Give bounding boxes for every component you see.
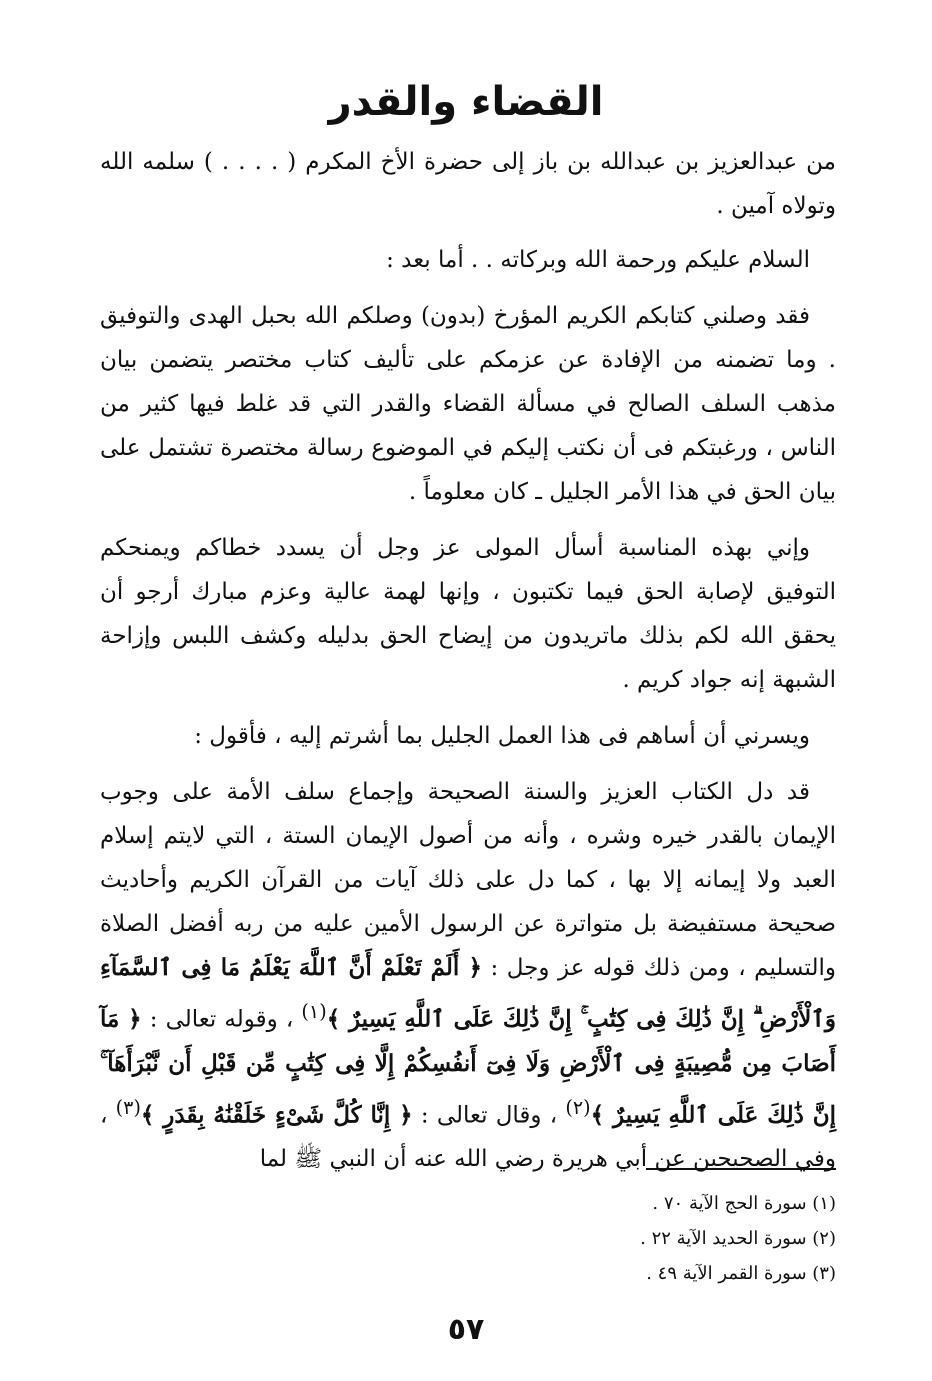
- quran-verse-qamar: ﴿ إِنَّا كُلَّ شَىْءٍ خَلَقْنَٰهُ بِقَدَرٍ ﴾: [140, 1101, 413, 1129]
- footnote-ref-3: (٣): [115, 1095, 141, 1119]
- footnote-item: (١) سورة الحج الآية ٧٠ .: [652, 1193, 836, 1214]
- page-title: القضاء والقدر: [328, 79, 604, 125]
- footnote-separator: [646, 1168, 836, 1170]
- paragraph-prayer: وإني بهذه المناسبة أسأل المولى عز وجل أن يسدد خطاكم ويمنحكم التوفيق لإصابة الحق فيما تكتبون ، وإنها لهمة عالية وعزم مبارك أرجو أن يحقق الله لكم بذلك ماتريدون من إيضاح الحق بدليله وكشف اللبس وإزاحة الشبهة إنه جواد كريم .: [100, 535, 836, 693]
- main-text: [100, 140, 836, 1193]
- page-number: ٥٧: [447, 1312, 485, 1347]
- quran-verse-hajj: ﴿ أَلَمْ تَعْلَمْ أَنَّ ٱللَّهَ يَعْلَمُ مَا فِى ٱلسَّمَآءِ وَٱلْأَرْضِ ۗ إِنَّ ذَٰلِكَ فِى كِتَٰبٍ ۚ إِنَّ ذَٰلِكَ عَلَى ٱللَّهِ يَسِيرٌ ﴾: [100, 954, 837, 1033]
- connector-text-2: ، وقال تعالى :: [420, 1102, 558, 1129]
- evidence-intro: قد دل الكتاب العزيز والسنة الصحيحة وإجماع سلف الأمة على وجوب الإيمان بالقدر خيره وشره ، وأنه من أصول الإيمان الستة ، التي لايتم إسلام العبد ولا إيمانه إلا بها ، كما دل على ذلك آيات من القرآن الكريم وأحاديث صحيحة مستفيضة بل متواترة عن الرسول الأمين عليه من ربه أفضل الصلاة والتسليم ، ومن ذلك قوله عز وجل :: [100, 779, 836, 981]
- greeting: السلام عليكم ورحمة الله وبركاته . . أما بعد :: [386, 247, 810, 273]
- paragraph-letter-received: فقد وصلني كتابكم الكريم المؤرخ (بدون) وصلكم الله بحبل الهدى والتوفيق . وما تضمنه من الإفادة عن عزمكم على تأليف كتاب مختصر يتضمن بيان مذهب السلف الصالح في مسألة القضاء والقدر التي قد غلط فيها كثير من الناس ، ورغبتكم فى أن نكتب إليكم في الموضوع رسالة مختصرة تشتمل على بيان الحق في هذا الأمر الجليل ـ كان معلوماً .: [100, 303, 836, 505]
- footnote-item: (٢) سورة الحديد الآية ٢٢ .: [640, 1228, 836, 1249]
- footnote-item: (٣) سورة القمر الآية ٤٩ .: [646, 1263, 836, 1284]
- footnote-ref-2: (٢): [565, 1095, 591, 1119]
- connector-text-1: ، وقوله تعالى :: [149, 1006, 294, 1033]
- paragraph-contribution: ويسرني أن أساهم فى هذا العمل الجليل بما أشرتم إليه ، فأقول :: [194, 723, 810, 749]
- hadith-lead-text: ، وفي الصحيحين عن أبي هريرة رضي الله عنه أن النبي ﷺ لما: [100, 1102, 836, 1173]
- footnotes-list: [436, 1186, 836, 1291]
- paragraph-qadar-evidence: [100, 770, 836, 1181]
- quran-verse-hadid: ﴿ مَآ أَصَابَ مِن مُّصِيبَةٍ فِى ٱلْأَرْضِ وَلَا فِىٓ أَنفُسِكُمْ إِلَّا فِى كِتَٰبٍ مِّن قَبْلِ أَن نَّبْرَأَهَآ ۚ إِنَّ ذَٰلِكَ عَلَى ٱللَّهِ يَسِيرٌ ﴾: [100, 1005, 837, 1129]
- salutation-from: من عبدالعزيز بن عبدالله بن باز إلى حضرة الأخ المكرم ( . . . . ) سلمه الله وتولاه آمين .: [100, 149, 836, 219]
- footnote-ref-1: (١): [301, 1000, 327, 1023]
